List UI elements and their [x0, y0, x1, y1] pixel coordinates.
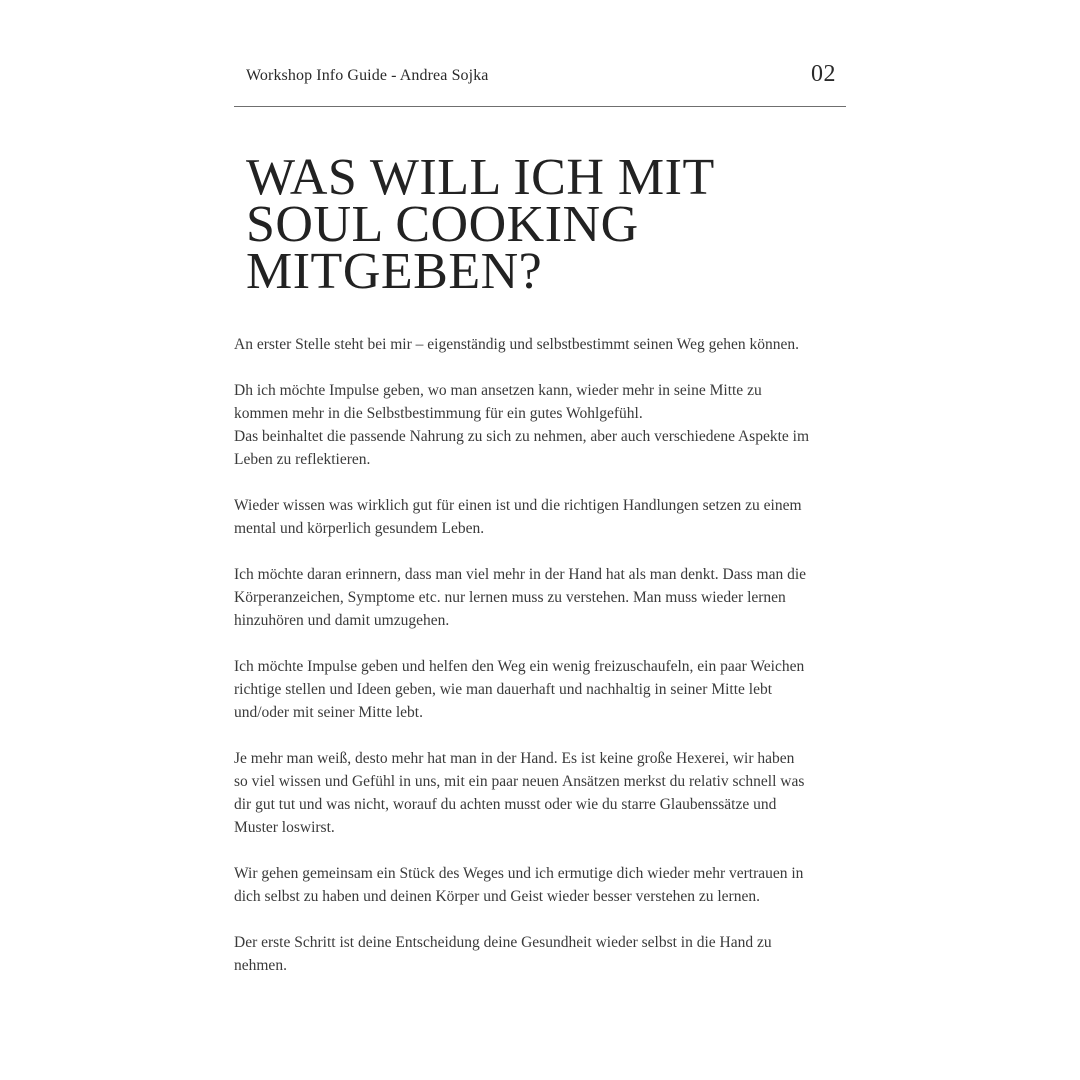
paragraph: An erster Stelle steht bei mir – eigenständig und selbstbestimmt seinen Weg gehen können.	[234, 336, 799, 353]
page-header	[234, 58, 846, 107]
paragraph: Ich möchte Impulse geben und helfen den Weg ein wenig freizuschaufeln, ein paar Weichen richtige stellen und Ideen geben, wie man dauerhaft und nachhaltig in seiner Mitte lebt und/oder mit seiner Mitte lebt.	[234, 658, 805, 721]
paragraph: Der erste Schritt ist deine Entscheidung deine Gesundheit wieder selbst in die Hand zu nehmen.	[234, 934, 772, 974]
headline-line: MITGEBEN?	[246, 243, 543, 300]
page-number: 02	[811, 61, 836, 87]
document-page	[234, 0, 846, 1080]
body-text	[234, 333, 846, 1000]
paragraph: Je mehr man weiß, desto mehr hat man in der Hand. Es ist keine große Hexerei, wir haben so viel wissen und Gefühl in uns, mit ein paar neuen Ansätzen merkst du relativ schnell was dir gut tut und was nicht, worauf du achten musst oder wie du starre Glaubenssätze und Muster loswirst.	[234, 750, 805, 836]
headline-line: SOUL COOKING	[246, 196, 639, 253]
paragraph: Dh ich möchte Impulse geben, wo man ansetzen kann, wieder mehr in seine Mitte zu kommen mehr in die Selbstbestimmung für ein gutes Wohlgefühl. Das beinhaltet die passende Nahrung zu sich zu nehmen, aber auch verschiedene Aspekte im Leben zu reflektieren.	[234, 382, 810, 468]
header-title: Workshop Info Guide - Andrea Sojka	[246, 67, 489, 84]
paragraph: Wieder wissen was wirklich gut für einen ist und die richtigen Handlungen setzen zu einem mental und körperlich gesundem Leben.	[234, 497, 802, 537]
paragraph: Ich möchte daran erinnern, dass man viel mehr in der Hand hat als man denkt. Dass man die Körperanzeichen, Symptome etc. nur lernen muss zu verstehen. Man muss wieder lernen hinzuhören und damit umzugehen.	[234, 566, 807, 629]
paragraph: Wir gehen gemeinsam ein Stück des Weges und ich ermutige dich wieder mehr vertrauen in dich selbst zu haben und deinen Körper und Geist wieder besser verstehen zu lernen.	[234, 865, 804, 905]
page-headline	[246, 149, 836, 300]
headline-line: WAS WILL ICH MIT	[246, 149, 715, 206]
